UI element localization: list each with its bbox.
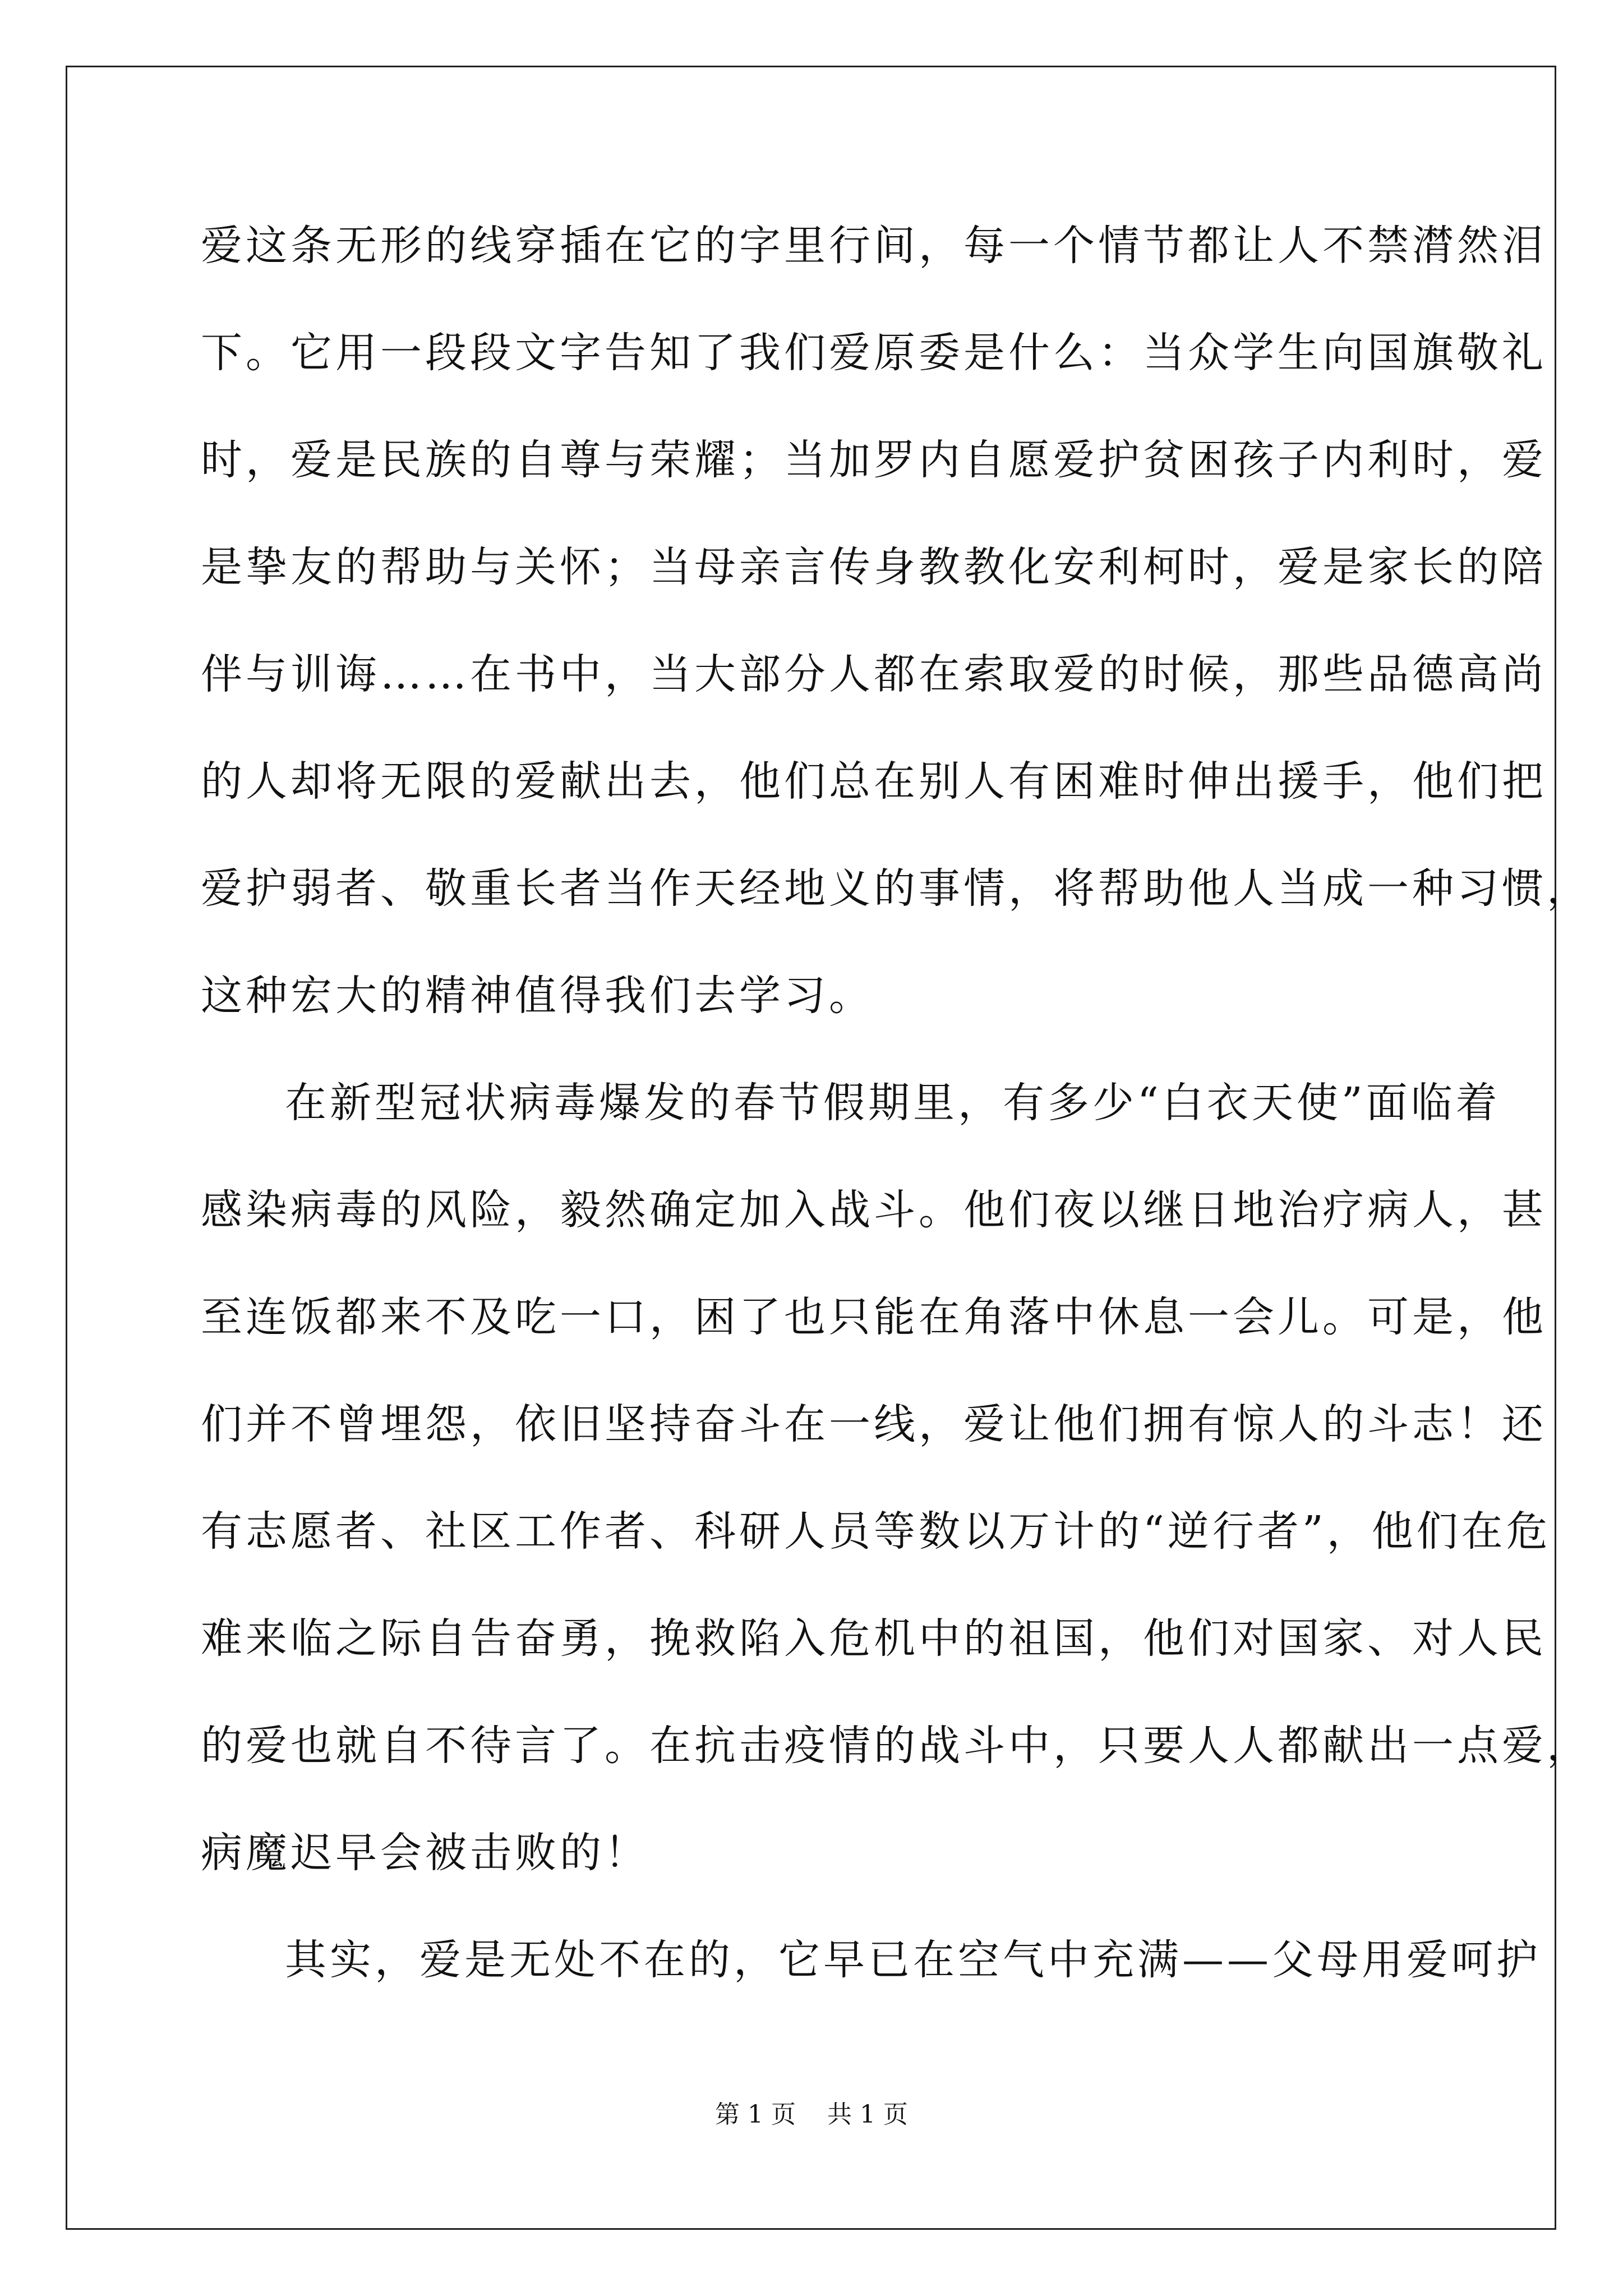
text-line: 们并不曾埋怨，依旧坚持奋斗在一线，爱让他们拥有惊人的斗志！还: [201, 1400, 1547, 1448]
document-body: [201, 212, 1592, 2033]
text-line: 下。它用一段段文字告知了我们爱原委是什么：当众学生向国旗敬礼: [201, 329, 1547, 377]
text-line: 至连饭都来不及吃一口，困了也只能在角落中休息一会儿。可是，他: [201, 1293, 1547, 1341]
text-line: 爱这条无形的线穿插在它的字里行间，每一个情节都让人不禁潸然泪: [201, 222, 1547, 270]
text-line: 病魔迟早会被击败的！: [201, 1829, 649, 1877]
paragraph-start-line: 在新型冠状病毒爆发的春节假期里，有多少“白衣天使”面临着: [285, 1079, 1501, 1127]
text-line: 有志愿者、社区工作者、科研人员等数以万计的“逆行者”，他们在危: [201, 1507, 1551, 1556]
text-line: 难来临之际自告奋勇，挽救陷入危机中的祖国，他们对国家、对人民: [201, 1614, 1547, 1663]
text-line: 这种宏大的精神值得我们去学习。: [201, 972, 874, 1020]
text-line: 的爱也就自不待言了。在抗击疫情的战斗中，只要人人都献出一点爱，: [201, 1722, 1592, 1770]
paragraph-start-line: 其实，爱是无处不在的，它早已在空气中充满——父母用爱呵护: [285, 1936, 1541, 1984]
text-line: 感染病毒的风险，毅然确定加入战斗。他们夜以继日地治疗病人，甚: [201, 1186, 1547, 1234]
page-footer: 第 1 页 共 1 页: [715, 2100, 908, 2129]
text-line: 的人却将无限的爱献出去，他们总在别人有困难时伸出援手，他们把: [201, 757, 1547, 806]
text-line: 时，爱是民族的自尊与荣耀；当加罗内自愿爱护贫困孩子内利时，爱: [201, 436, 1547, 484]
text-line: 是挚友的帮助与关怀；当母亲言传身教教化安利柯时，爱是家长的陪: [201, 543, 1547, 591]
text-line: 伴与训诲……在书中，当大部分人都在索取爱的时候，那些品德高尚: [201, 650, 1547, 698]
text-line: 爱护弱者、敬重长者当作天经地义的事情，将帮助他人当成一种习惯，: [201, 864, 1592, 913]
